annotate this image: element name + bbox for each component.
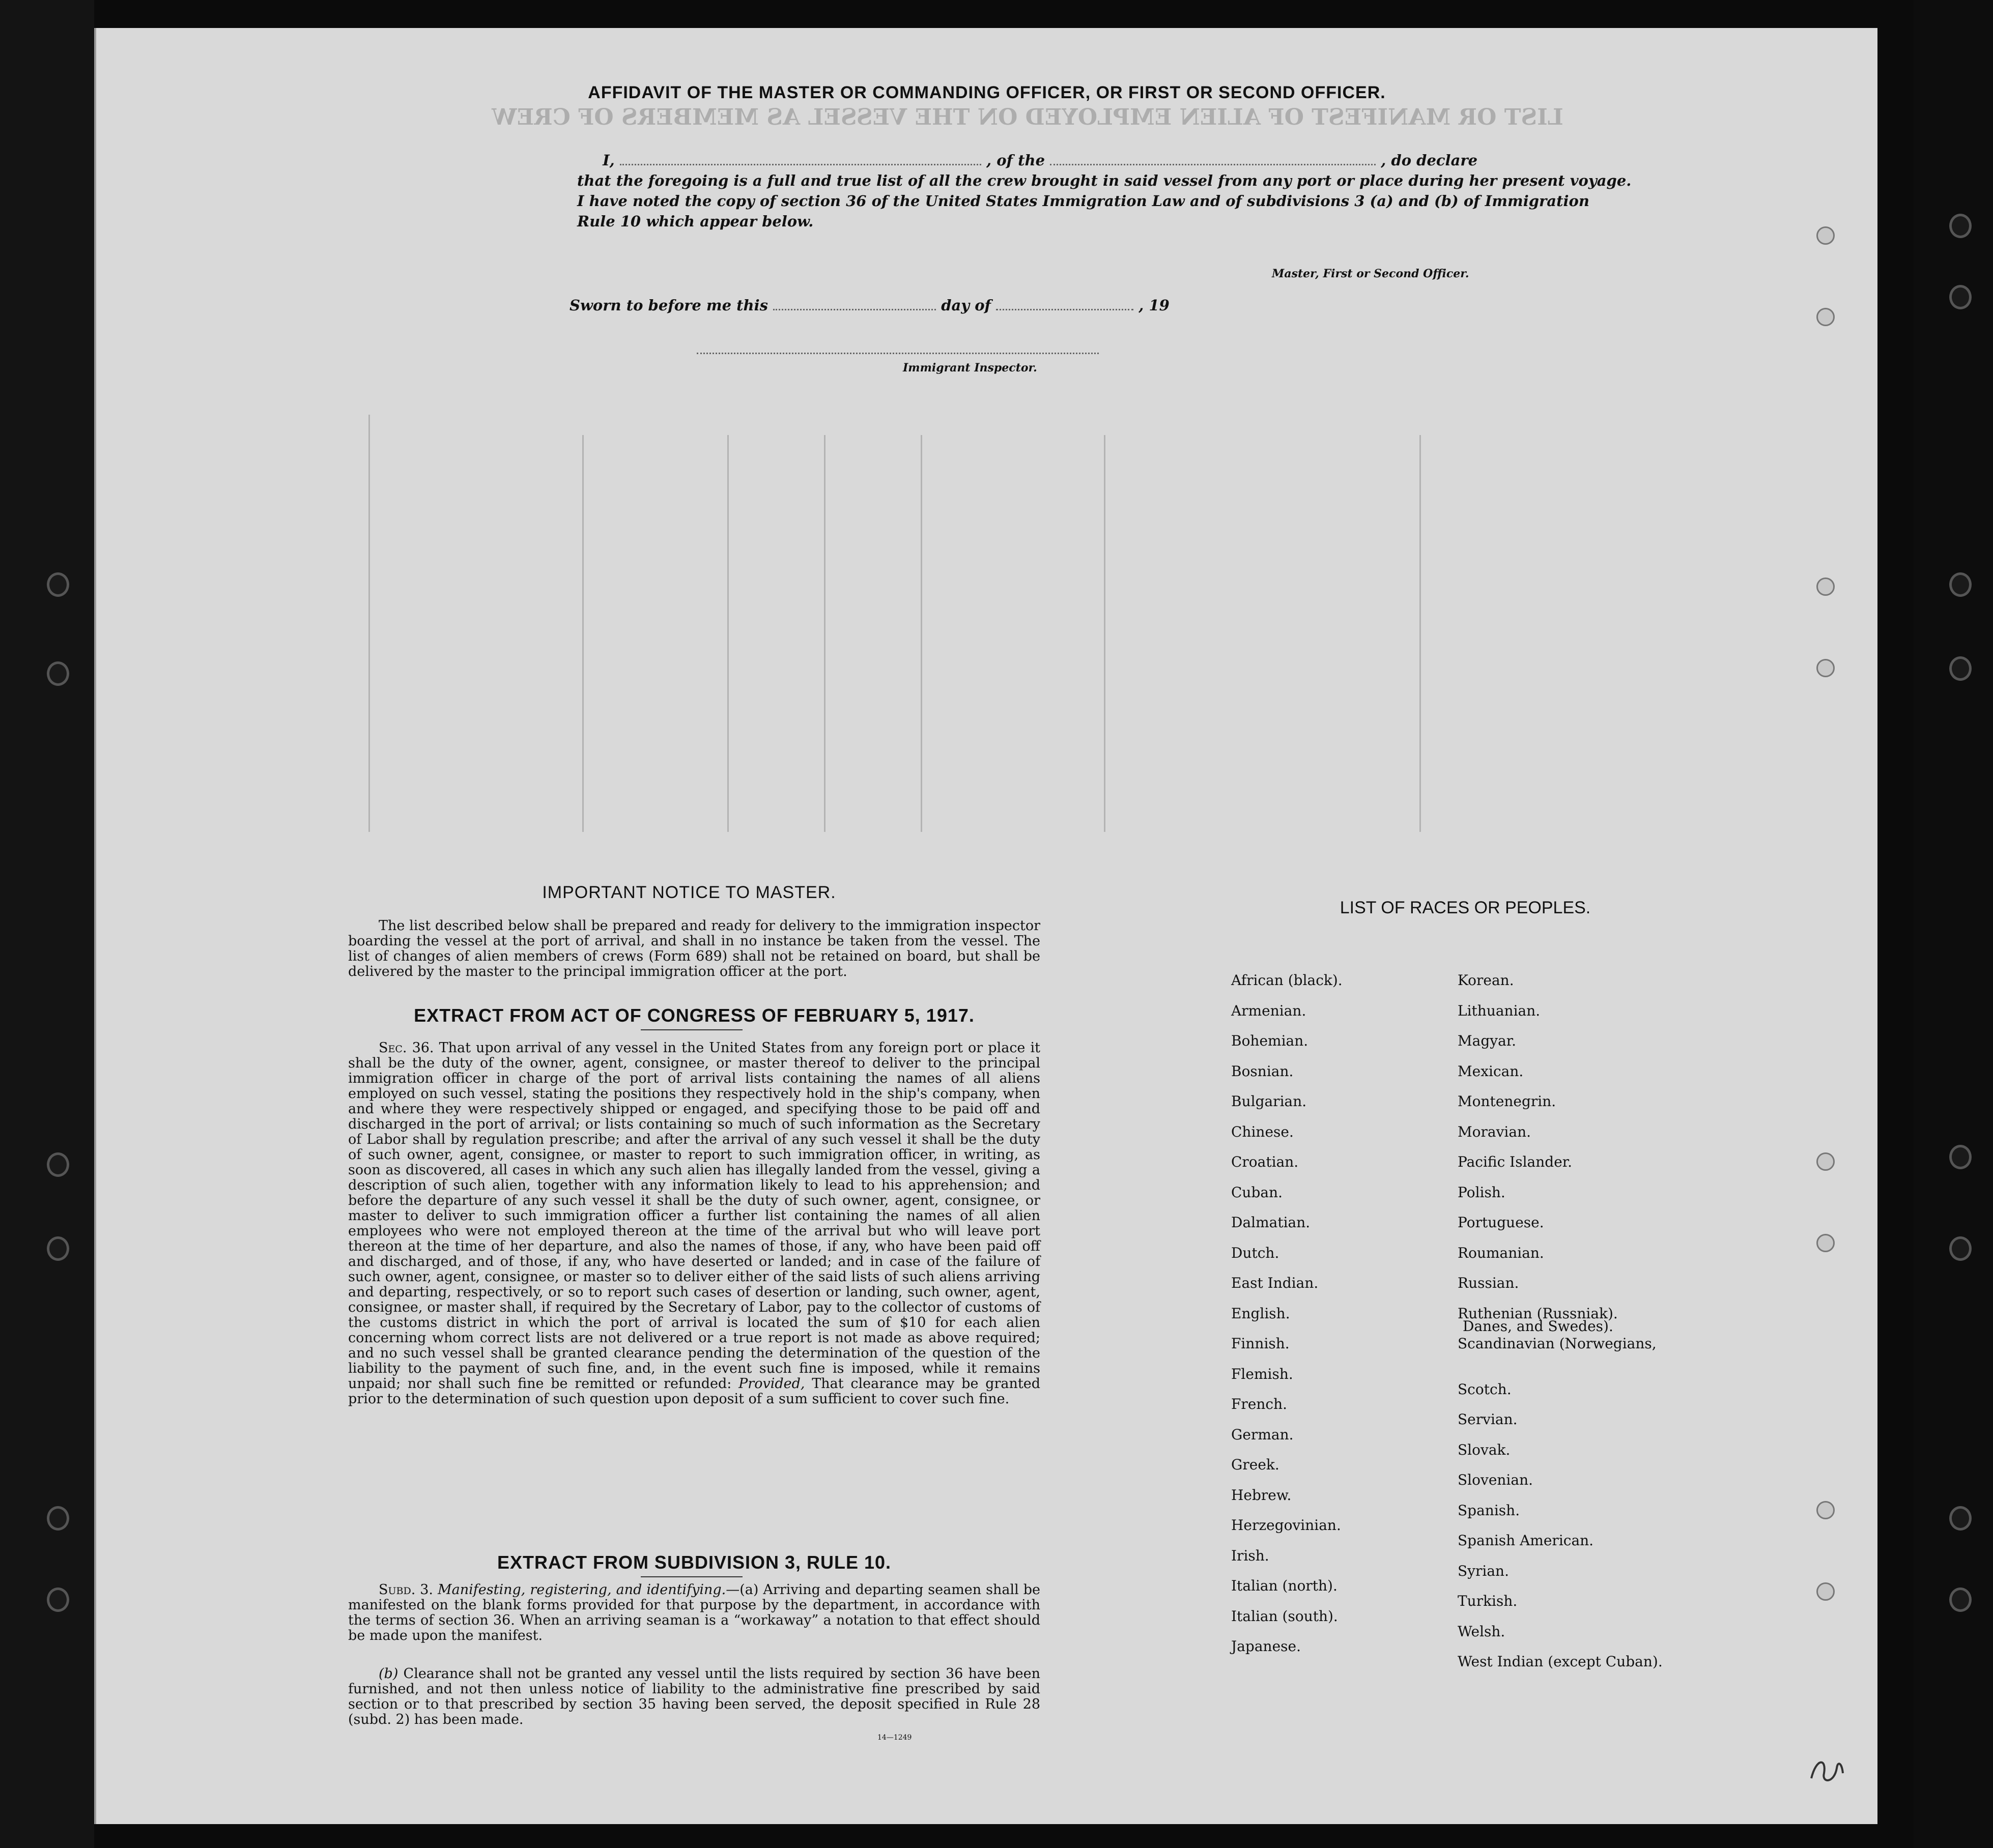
race-item: Magyar. [1458,1032,1517,1049]
punch-hole-icon [1816,1582,1835,1601]
punch-hole-icon [1816,578,1835,596]
race-item: Mexican. [1458,1062,1524,1080]
sworn-line [570,297,1170,314]
affidavit-i-label: I, [603,152,615,169]
subd-b-label: (b) [379,1666,398,1682]
race-item: Bulgarian. [1231,1093,1307,1110]
race-item: Dalmatian. [1231,1214,1311,1231]
subd-a-body: —(a) Arriving and departing seamen shall be manifested on the blank forms provided for that purpose by the department, in accordance with the terms of section 36. When an arriving seaman is a “workaway” a notation to that effect should be made upon the manifest. [348,1582,1040,1643]
sworn-label: Sworn to before me this [570,297,768,314]
subd-heading: Manifesting, registering, and identifying. [438,1582,726,1598]
master-signature-label: Master, First or Second Officer. [1272,267,1469,280]
subdivision-a-text [348,1582,1040,1643]
right-binding-strip [1914,0,1993,1848]
binding-hole-icon [47,1506,69,1531]
punch-hole-icon [1816,1152,1835,1171]
officer-name-blank[interactable] [620,164,981,165]
race-item: Herzegovinian. [1231,1517,1341,1534]
inspector-signature-line[interactable] [697,353,1099,354]
left-binding-strip [0,0,94,1848]
race-item: Montenegrin. [1458,1093,1556,1110]
binding-hole-icon [1949,1587,1972,1612]
race-item: Scotch. [1458,1380,1512,1398]
manifest-sheet [94,28,1877,1824]
race-item: Croatian. [1231,1153,1299,1170]
race-item: Scandinavian (Norwegians, [1458,1335,1657,1352]
ghost-column-line [368,415,370,832]
race-item: Chinese. [1231,1123,1294,1140]
vessel-name-blank[interactable] [1050,164,1376,165]
sworn-month-blank[interactable] [996,309,1133,310]
handwritten-initials-icon [1806,1753,1847,1788]
race-item: Welsh. [1458,1623,1505,1640]
section-36-body: That upon arrival of any vessel in the United States from any foreign port or place it shall be the duty of the owner, agent, consignee, or master thereof to deliver to the principal immigration officer in charge of the port of arrival lists containing the names of all aliens employed on such vessel, stating the positions they respectively hold in the ship's company, when and where they were respectively shipped or engaged, and specifying those to be paid off and discharged in the port of arrival; or lists containing so much of such information as the Secretary of Labor shall by regulation prescribe; and after the arrival of any such vessel it shall be the duty of such owner, agent, consignee, or master to report to such immigration officer, in writing, as soon as discovered, all cases in which any such alien has illegally landed from the vessel, giving a description of such alien, together with any information likely to lead to his apprehension; and before the departure of any such vessel it shall be the duty of such owner, agent, consignee, or master to deliver to such immigration officer a further list containing the names of all alien employees who were not employed thereon at the time of the arrival but who will leave port thereon at the time of her departure, and also the names of those, if any, who have been paid off and discharged, and of those, if any, who have deserted or landed; and in case of the failure of such owner, agent, consignee, or master so to deliver either of the said lists of such aliens arriving and departing, respectively, or so to report such cases of desertion or landing, such owner, agent, consignee, or master shall, if required by the Secretary of Labor, pay to the collector of customs of the customs district in which the port of arrival is located the sum of $10 for each alien concerning whom correct lists are not delivered or a true report is not made as above required; and no such vessel shall be granted clearance pending the determination of the question of the liability to the payment of such fine, and, in the event such fine is imposed, while it remains unpaid; nor shall such fine be remitted or refunded: [348,1040,1040,1392]
race-item: Slovak. [1458,1441,1511,1458]
affidavit-title: AFFIDAVIT OF THE MASTER OR COMMANDING OFFICER, OR FIRST OR SECOND OFFICER. [588,83,1386,102]
race-item: Slovenian. [1458,1471,1533,1488]
subd-b-body: Clearance shall not be granted any vessel until the lists required by section 36 have been furnished, and not then unless notice of liability to the administrative fine prescribed by said section or to that prescribed by section 35 having been served, the deposit specified in Rule 28 (subd. 2) has been made. [348,1666,1040,1727]
punch-hole-icon [1816,659,1835,677]
affidavit-do-declare: , do declare [1381,152,1478,169]
race-item: West Indian (except Cuban). [1458,1653,1663,1670]
ghost-column-line [1104,435,1105,832]
year-label: , 19 [1138,297,1170,314]
punch-hole-icon [1816,1501,1835,1519]
race-item: East Indian. [1231,1275,1319,1291]
affidavit-line-3: I have noted the copy of section 36 of the United States Immigration Law and of subdivisions 3 (a) and (b) of Immigration [577,192,1589,210]
race-item: Spanish. [1458,1501,1520,1519]
race-item: Finnish. [1231,1335,1290,1352]
race-item: Italian (north). [1231,1577,1337,1594]
inspector-label: Immigrant Inspector. [903,361,1037,374]
race-item: Italian (south). [1231,1607,1338,1625]
section-36-end: That clearance may be granted prior to the determination of such question upon deposit of a sum sufficient to cover such fine. [348,1376,1040,1407]
form-number: 14—1249 [877,1734,912,1742]
race-continuation: Danes, and Swedes). [1463,1318,1613,1335]
race-item: Japanese. [1231,1638,1301,1655]
provided-label: Provided, [738,1376,805,1392]
binding-hole-icon [1949,1236,1972,1261]
binding-hole-icon [1949,285,1972,309]
bleed-through-heading: LIST OR MANIFEST OF ALIEN EMPLOYED ON THE VESSEL AS MEMBERS OF CREW [492,104,1563,130]
notice-title: IMPORTANT NOTICE TO MASTER. [542,883,836,902]
extract-1-title: EXTRACT FROM ACT OF CONGRESS OF FEBRUARY 5, 1917. [414,1005,975,1026]
race-item: Irish. [1231,1547,1269,1564]
race-item: Bohemian. [1231,1032,1308,1049]
race-item: Lithuanian. [1458,1002,1541,1019]
punch-hole-icon [1816,226,1835,245]
race-item: Pacific Islander. [1458,1153,1572,1170]
race-item: Syrian. [1458,1562,1509,1579]
day-of-label: day of [941,297,991,314]
subdivision-b-text [348,1666,1040,1727]
race-item: Russian. [1458,1275,1519,1291]
binding-hole-icon [47,1587,69,1612]
notice-text: The list described below shall be prepared and ready for delivery to the immigration inspector boarding the vessel at the port of arrival, and shall in no instance be taken from the vessel. The list of changes of alien members of crews (Form 689) shall not be retained on board, but shall be delivered by the master to the principal immigration officer at the port. [348,918,1040,979]
race-item: German. [1231,1426,1294,1443]
race-item: English. [1231,1305,1290,1322]
binding-hole-icon [1949,1145,1972,1169]
race-item: Dutch. [1231,1244,1279,1261]
binding-hole-icon [1949,656,1972,681]
race-item: Spanish American. [1458,1532,1594,1549]
binding-hole-icon [47,661,69,686]
binding-hole-icon [47,572,69,597]
ghost-column-line [824,435,825,832]
race-item: Roumanian. [1458,1244,1544,1261]
races-title: LIST OF RACES OR PEOPLES. [1340,898,1591,917]
binding-hole-icon [1949,214,1972,238]
extract-2-title: EXTRACT FROM SUBDIVISION 3, RULE 10. [497,1552,892,1573]
binding-hole-icon [47,1236,69,1261]
race-item: French. [1231,1396,1288,1412]
affidavit-body [577,150,1632,232]
race-item: Bosnian. [1231,1062,1294,1080]
race-item: Korean. [1458,972,1514,989]
race-item: Hebrew. [1231,1486,1292,1504]
ghost-column-line [727,435,729,832]
race-item: Portuguese. [1458,1214,1544,1231]
binding-hole-icon [47,1152,69,1177]
race-item: Moravian. [1458,1123,1531,1140]
sworn-day-blank[interactable] [773,309,936,310]
binding-hole-icon [1949,572,1972,597]
subd-label: Subd. 3. [379,1582,434,1598]
race-item: Cuban. [1231,1183,1283,1201]
section-36-text [348,1041,1040,1407]
section-label: Sec. 36. [379,1040,434,1056]
affidavit-line-2: that the foregoing is a full and true list of all the crew brought in said vessel from any port or place during her present voyage. [577,172,1632,189]
punch-hole-icon [1816,1234,1835,1252]
punch-hole-icon [1816,308,1835,326]
race-item: Polish. [1458,1183,1505,1201]
ghost-column-line [921,435,922,832]
race-item: Greek. [1231,1456,1279,1473]
race-item: African (black). [1231,972,1343,989]
binding-hole-icon [1949,1506,1972,1531]
affidavit-line-4: Rule 10 which appear below. [577,213,814,230]
ghost-column-line [1419,435,1421,832]
divider [641,1029,743,1030]
affidavit-of-the: , of the [986,152,1045,169]
race-item: Ruthenian (Russniak). [1458,1305,1618,1322]
race-item: Servian. [1458,1411,1518,1428]
divider [641,1576,743,1577]
race-item: Turkish. [1458,1593,1518,1609]
race-item: Armenian. [1231,1002,1306,1019]
ghost-column-line [582,435,584,832]
race-item: Flemish. [1231,1365,1293,1382]
affidavit-line-1 [577,150,1600,170]
